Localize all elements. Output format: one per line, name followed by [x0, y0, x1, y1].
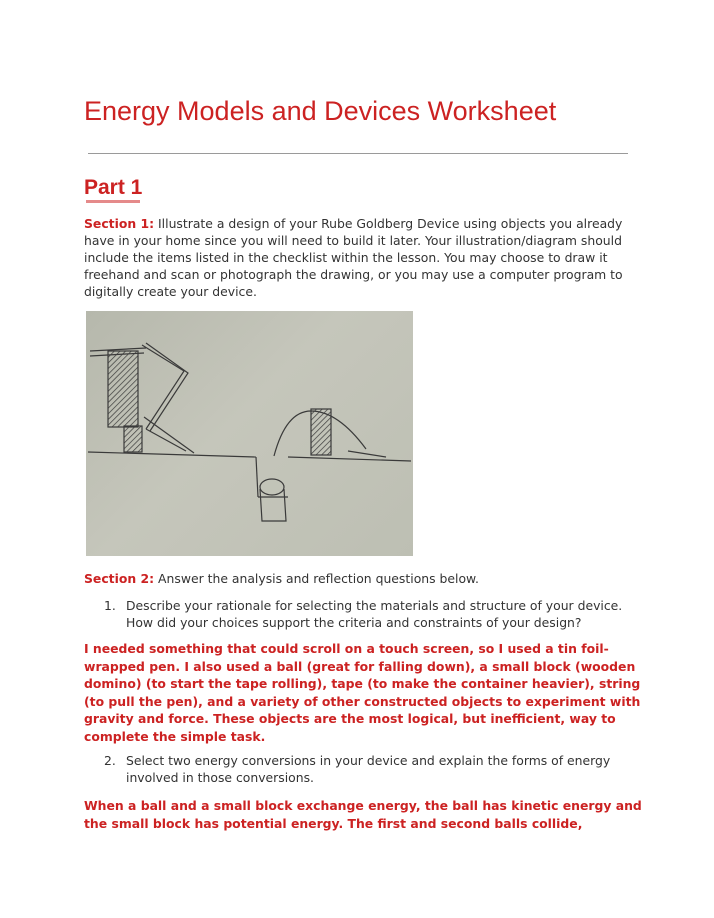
question-2 — [104, 752, 634, 786]
part-heading: Part 1 — [84, 176, 143, 199]
question-1 — [104, 597, 634, 631]
answer-2: When a ball and a small block exchange energy, the ball has kinetic energy and the small block has potential energy. The first and second balls collide, — [84, 798, 642, 831]
title-divider — [88, 153, 628, 154]
section2-text: Answer the analysis and reflection questions below. — [158, 571, 479, 586]
question-text: Describe your rationale for selecting the materials and structure of your device. How did your choices support the criteria and constraints of your design? — [126, 598, 623, 630]
sketch-image — [86, 311, 413, 556]
answer-1: I needed something that could scroll on a touch screen, so I used a tin foil-wrapped pen. I also used a ball (great for falling down), a small block (wooden domino) (to start the tape rolling), tape (to make the container heavier), string (to pull the pen), and a variety of other constructed objects to experiment with gravity and force. These objects are the most logical, but inefficient, way to complete the simple task. — [84, 641, 641, 744]
section1-label: Section 1: — [84, 216, 155, 231]
question-number: 1. — [104, 598, 116, 613]
page-title: Energy Models and Devices Worksheet — [84, 96, 557, 126]
section1-paragraph — [84, 215, 640, 300]
rube-goldberg-drawing — [86, 311, 413, 556]
sketch-ink — [88, 343, 411, 521]
question-text: Select two energy conversions in your device and explain the forms of energy involved in those conversions. — [126, 753, 611, 785]
section1-text: Illustrate a design of your Rube Goldberg Device using objects you already have in your home since you will need to build it later. Your illustration/diagram should include the items listed in the checklist within the lesson. You may choose to draw it freehand and scan or photograph the drawing, or you may use a computer program to digitally create your device. — [84, 216, 623, 299]
section2-paragraph — [84, 570, 640, 587]
part-heading-underline — [86, 200, 140, 203]
section2-label: Section 2: — [84, 571, 155, 586]
question-number: 2. — [104, 753, 116, 768]
